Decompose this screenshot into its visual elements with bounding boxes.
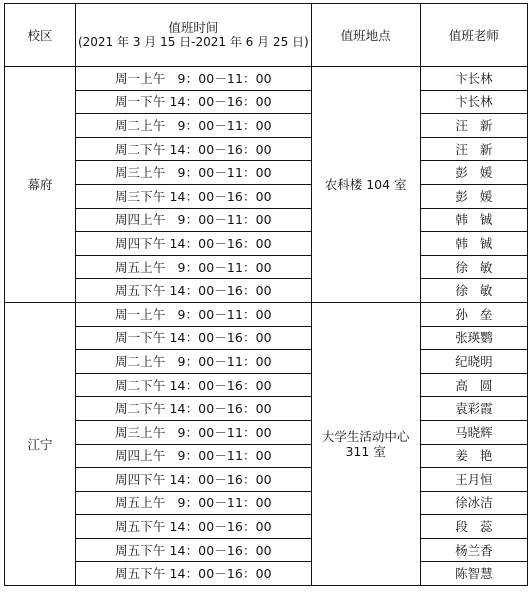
duty-teacher-cell: 彭 媛 bbox=[420, 184, 527, 208]
header-time bbox=[76, 4, 311, 67]
duty-place-cell bbox=[311, 302, 420, 585]
duty-time-cell: 周四上午 9：00－11：00 bbox=[76, 208, 311, 232]
duty-teacher-cell: 马晓辉 bbox=[420, 420, 527, 444]
duty-time-cell: 周一下午 14：00－16：00 bbox=[76, 326, 311, 350]
duty-teacher-cell: 汪 新 bbox=[420, 137, 527, 161]
duty-time-cell: 周一上午 9：00－11：00 bbox=[76, 67, 311, 91]
duty-table bbox=[4, 3, 528, 586]
header-time-range: (2021 年 3 月 15 日-2021 年 6 月 25 日) bbox=[77, 35, 309, 49]
schedule-row bbox=[5, 468, 528, 492]
schedule-row bbox=[5, 255, 528, 279]
duty-teacher-cell: 王月恒 bbox=[420, 468, 527, 492]
duty-teacher-cell: 徐 敏 bbox=[420, 279, 527, 303]
schedule-row bbox=[5, 491, 528, 515]
duty-place-line: 农科楼 104 室 bbox=[324, 176, 407, 192]
schedule-row bbox=[5, 444, 528, 468]
duty-teacher-cell: 汪 新 bbox=[420, 114, 527, 138]
duty-time-cell: 周二下午 14：00－16：00 bbox=[76, 137, 311, 161]
duty-teacher-cell: 卞长林 bbox=[420, 90, 527, 114]
duty-teacher-cell: 杨兰香 bbox=[420, 538, 527, 562]
duty-teacher-cell: 陈智慧 bbox=[420, 562, 527, 586]
duty-time-cell: 周五下午 14：00－16：00 bbox=[76, 562, 311, 586]
duty-time-cell: 周二上午 9：00－11：00 bbox=[76, 350, 311, 374]
duty-place-line: 311 室 bbox=[345, 444, 386, 459]
schedule-row bbox=[5, 538, 528, 562]
campus-cell: 江宁 bbox=[5, 302, 76, 585]
schedule-row bbox=[5, 350, 528, 374]
duty-time-cell: 周五上午 9：00－11：00 bbox=[76, 255, 311, 279]
duty-time-cell: 周四上午 9：00－11：00 bbox=[76, 444, 311, 468]
schedule-row bbox=[5, 279, 528, 303]
duty-time-cell: 周四下午 14：00－16：00 bbox=[76, 468, 311, 492]
duty-time-cell: 周二下午 14：00－16：00 bbox=[76, 373, 311, 397]
schedule-row bbox=[5, 562, 528, 586]
schedule-row bbox=[5, 373, 528, 397]
header-campus: 校区 bbox=[5, 4, 76, 67]
schedule-row bbox=[5, 90, 528, 114]
duty-place-line: 大学生活动中心 bbox=[321, 429, 410, 444]
duty-teacher-cell: 韩 铖 bbox=[420, 232, 527, 256]
schedule-row bbox=[5, 326, 528, 350]
duty-teacher-cell: 孙 垒 bbox=[420, 302, 527, 326]
duty-place-cell bbox=[311, 67, 420, 303]
schedule-row bbox=[5, 67, 528, 91]
duty-time-cell: 周三上午 9：00－11：00 bbox=[76, 161, 311, 185]
duty-time-cell: 周五下午 14：00－16：00 bbox=[76, 538, 311, 562]
schedule-row bbox=[5, 420, 528, 444]
schedule-row bbox=[5, 208, 528, 232]
schedule-row bbox=[5, 302, 528, 326]
duty-time-cell: 周三上午 9：00－11：00 bbox=[76, 420, 311, 444]
duty-time-cell: 周一下午 14：00－16：00 bbox=[76, 90, 311, 114]
schedule-row bbox=[5, 184, 528, 208]
duty-time-cell: 周二上午 9：00－11：00 bbox=[76, 114, 311, 138]
schedule-row bbox=[5, 397, 528, 421]
duty-time-cell: 周三下午 14：00－16：00 bbox=[76, 184, 311, 208]
duty-teacher-cell: 高 圆 bbox=[420, 373, 527, 397]
duty-teacher-cell: 徐 敏 bbox=[420, 255, 527, 279]
header-place: 值班地点 bbox=[311, 4, 420, 67]
header-row bbox=[5, 4, 528, 67]
duty-teacher-cell: 纪晓明 bbox=[420, 350, 527, 374]
schedule-row bbox=[5, 161, 528, 185]
campus-cell: 幕府 bbox=[5, 67, 76, 303]
duty-teacher-cell: 张瑛鹦 bbox=[420, 326, 527, 350]
duty-time-cell: 周四下午 14：00－16：00 bbox=[76, 232, 311, 256]
header-teacher: 值班老师 bbox=[420, 4, 527, 67]
duty-teacher-cell: 姜 艳 bbox=[420, 444, 527, 468]
schedule-body bbox=[5, 67, 528, 586]
duty-teacher-cell: 彭 媛 bbox=[420, 161, 527, 185]
duty-time-cell: 周五上午 9：00－11：00 bbox=[76, 491, 311, 515]
duty-time-cell: 周二下午 14：00－16：00 bbox=[76, 397, 311, 421]
schedule-row bbox=[5, 114, 528, 138]
duty-teacher-cell: 徐冰洁 bbox=[420, 491, 527, 515]
duty-teacher-cell: 段 蕊 bbox=[420, 515, 527, 539]
header-time-title: 值班时间 bbox=[168, 20, 219, 35]
schedule-row bbox=[5, 137, 528, 161]
schedule-row bbox=[5, 232, 528, 256]
duty-teacher-cell: 袁彩霞 bbox=[420, 397, 527, 421]
duty-time-cell: 周五下午 14：00－16：00 bbox=[76, 515, 311, 539]
duty-schedule bbox=[4, 3, 528, 586]
duty-teacher-cell: 韩 铖 bbox=[420, 208, 527, 232]
duty-time-cell: 周一上午 9：00－11：00 bbox=[76, 302, 311, 326]
duty-time-cell: 周五下午 14：00－16：00 bbox=[76, 279, 311, 303]
duty-teacher-cell: 卞长林 bbox=[420, 67, 527, 91]
schedule-row bbox=[5, 515, 528, 539]
